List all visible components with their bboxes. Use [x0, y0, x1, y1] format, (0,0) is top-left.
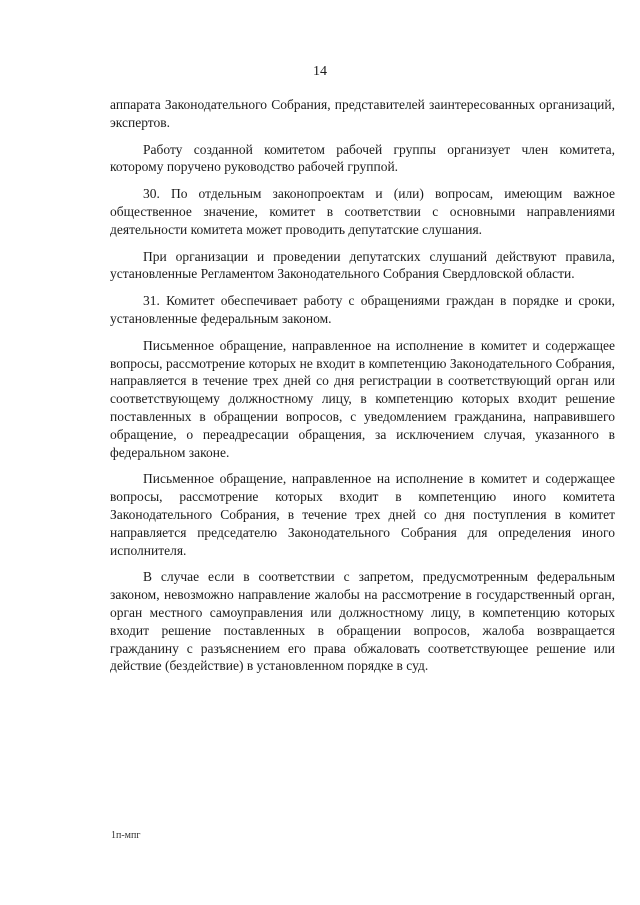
- page-number: 14: [313, 64, 327, 79]
- paragraph-redirect-appeal: Письменное обращение, направленное на исполнение в комитет и содержащее вопросы, рассмотрение которых не входит в компетенцию Законодательного Собрания, направляется в течение трех дней со дня регистрации в соответствующий орган или соответствующему должностному лицу, в компетенцию которых входит решение поставленных в обращении вопросов, с уведомлением гражданина, направившего обращение, о переадресации обращения, за исключением случая, указанного в федеральном законе.: [110, 337, 615, 460]
- paragraph-31: 31. Комитет обеспечивает работу с обращениями граждан в порядке и сроки, установленные федеральным законом.: [110, 293, 615, 326]
- paragraph-complaint-return: В случае если в соответствии с запретом, предусмотренным федеральным законом, невозможно направление жалобы на рассмотрение в государственный орган, орган местного самоуправления или должностному лицу, в компетенцию которых входит решение поставленных в обращении вопросов, жалоба возвращается гражданину с разъяснением его права обжаловать соответствующее решение или действие (бездействие) в установленном порядке в суд.: [110, 569, 615, 674]
- document-body: [110, 96, 615, 684]
- paragraph-continuation: аппарата Законодательного Собрания, представителей заинтересованных организаций, экспертов.: [110, 97, 615, 130]
- paragraph-working-group: Работу созданной комитетом рабочей группы организует член комитета, которому поручено руководство рабочей группой.: [110, 141, 615, 175]
- paragraph-hearings-rules: При организации и проведении депутатских слушаний действуют правила, установленные Регламентом Законодательного Собрания Свердловской области.: [110, 248, 615, 282]
- footer-code: 1п-мпг: [111, 830, 141, 841]
- paragraph-other-committee: Письменное обращение, направленное на исполнение в комитет и содержащее вопросы, рассмотрение которых входит в компетенцию иного комитета Законодательного Собрания, в течение трех дней со дня поступления в комитет направляется председателю Законодательного Собрания для определения иного исполнителя.: [110, 471, 615, 558]
- paragraph-30: 30. По отдельным законопроектам и (или) вопросам, имеющим важное общественное значение, комитет в соответствии с основными направлениями деятельности комитета может проводить депутатские слушания.: [110, 186, 615, 237]
